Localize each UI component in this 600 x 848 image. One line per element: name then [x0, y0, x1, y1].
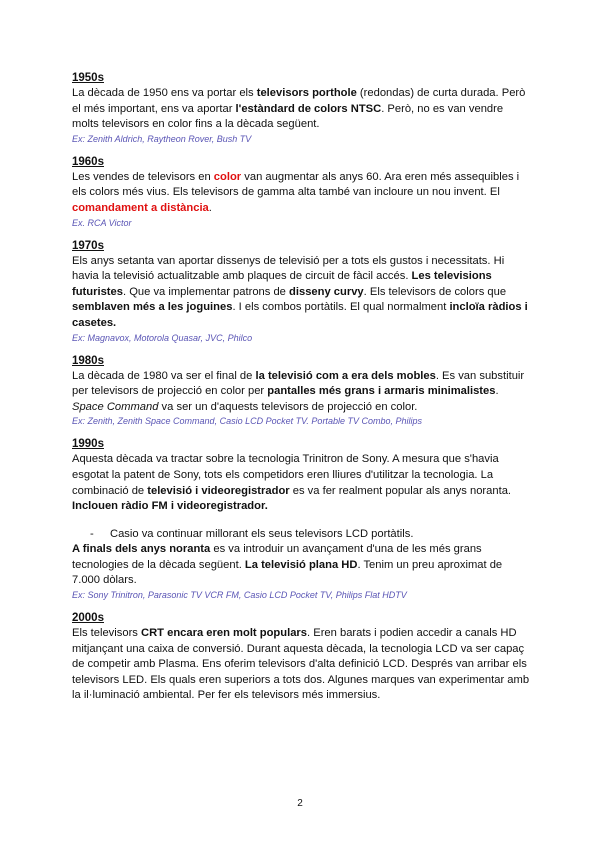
section-1980s	[72, 353, 532, 429]
section-2000s	[72, 610, 532, 704]
section-paragraph: La dècada de 1980 va ser el final de la televisió com a era dels mobles. Es van substituir per televisors de projecció en color per pantalles més grans i armaris minimalistes. Space Command va ser un d'aquests televisors de projecció en color.	[72, 369, 525, 413]
section-paragraph: Els televisors CRT encara eren molt populars. Eren barats i podien accedir a canals HD mitjançant una caixa de conversió. Durant aquesta dècada, la tecnologia LCD va ser capaç de competir amb Plasma. Ens oferim televisors d'alta definició LCD. Després van arribar els televisors LED. Els quals eren superiors a tots dos. Algunes marques van experimentar amb la il·luminació ambiental. Per fer els televisors més immersius.	[72, 627, 530, 702]
section-paragraph: A finals dels anys noranta es va introduir un avançament d'una de les més grans tecnologies de la dècada següent. La televisió plana HD. Tenim un preu aproximat de 7.000 dòlars.	[72, 543, 503, 587]
section-heading: 1980s	[72, 354, 104, 367]
section-1950s	[72, 70, 532, 146]
section-1960s	[72, 154, 532, 230]
section-paragraph: Les vendes de televisors en color van augmentar als anys 60. Ara eren més assequibles i els colors més vius. Els televisors de gamma alta també van incloure un nou invent. El comandament a distància.	[72, 170, 520, 214]
section-heading: 1990s	[72, 438, 104, 451]
section-paragraph: Els anys setanta van aportar dissenys de televisió per a tots els gustos i necessitats. Hi havia la televisió actualitzable amb plaques de circuit de fàcil accés. Les televisions futuristes. Que va implementar patrons de disseny curvy. Els televisors de colors que semblaven més a les joguines. I els combos portàtils. El qual normalment incloïa ràdios i casetes.	[72, 254, 528, 329]
bullet-dash: -	[90, 527, 94, 540]
examples-line: Ex: Zenith Aldrich, Raytheon Rover, Bush TV	[72, 133, 252, 144]
section-heading: 1970s	[72, 239, 104, 252]
examples-line: Ex. RCA Victor	[72, 217, 132, 228]
bullet-text: Casio va continuar millorant els seus televisors LCD portàtils.	[110, 527, 414, 540]
section-paragraph: La dècada de 1950 ens va portar els televisors porthole (redondas) de curta durada. Però el més important, ens va aportar l'estàndard de colors NTSC. Però, no es van vendre molts televisors en color fins a la dècada següent.	[72, 87, 526, 131]
page-number: 2	[297, 798, 303, 809]
section-paragraph: Aquesta dècada va tractar sobre la tecnologia Trinitron de Sony. A mesura que s'havia esgotat la patent de Sony, tots els competidors eren lliures d'utilitzar la tecnologia. La combinació de televisió i videoregistrador es va fer realment popular als anys noranta. Inclouen ràdio FM i videoregistrador.	[72, 453, 512, 513]
examples-line: Ex: Zenith, Zenith Space Command, Casio LCD Pocket TV. Portable TV Combo, Philips	[72, 416, 422, 427]
examples-line: Ex: Magnavox, Motorola Quasar, JVC, Philco	[72, 332, 253, 343]
section-1970s	[72, 238, 532, 345]
section-heading: 1950s	[72, 72, 104, 84]
document-page	[72, 70, 532, 712]
section-heading: 2000s	[72, 612, 104, 625]
section-heading: 1960s	[72, 155, 104, 168]
examples-line: Ex: Sony Trinitron, Parasonic TV VCR FM, Casio LCD Pocket TV, Philips Flat HDTV	[72, 590, 407, 601]
section-1990s	[72, 436, 532, 602]
list-item	[90, 527, 532, 543]
